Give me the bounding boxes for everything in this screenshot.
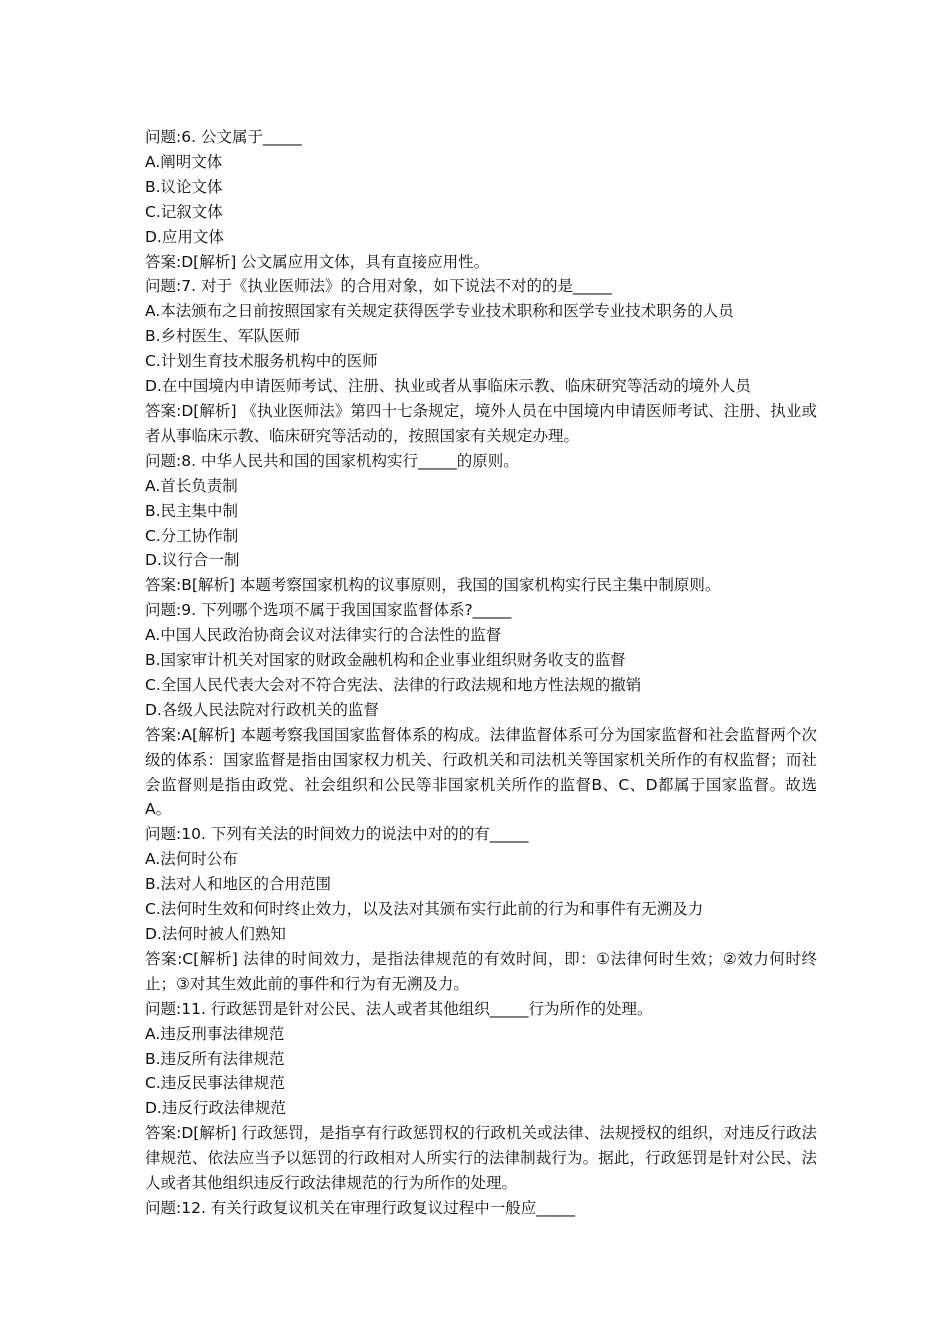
question-text: 问题:6. 公文属于_____ [145, 128, 302, 146]
question-block-8 [145, 449, 817, 598]
option-b: B.法对人和地区的合用范围 [145, 875, 332, 894]
question-text: 问题:7. 对于《执业医师法》的合用对象，如下说法不对的的是_____ [145, 277, 612, 296]
option-a: A.法何时公布 [145, 850, 238, 869]
option-d: D.应用文体 [145, 227, 224, 246]
answer-explanation: 答案:C[解析] 法律的时间效力，是指法律规范的有效时间，即：①法律何时生效；②效力何时终止；③对其生效此前的事件和行为有无溯及力。 [145, 949, 817, 993]
document-body [145, 125, 817, 1221]
option-d: D.在中国境内申请医师考试、注册、执业或者从事临床示教、临床研究等活动的境外人员 [145, 377, 751, 396]
question-text: 问题:10. 下列有关法的时间效力的说法中对的的有_____ [145, 825, 529, 844]
option-c: C.计划生育技术服务机构中的医师 [145, 352, 378, 371]
question-block-11 [145, 997, 817, 1196]
option-a: A.中国人民政治协商会议对法律实行的合法性的监督 [145, 626, 502, 645]
option-d: D.各级人民法院对行政机关的监督 [145, 700, 379, 719]
answer-explanation: 答案:B[解析] 本题考察国家机构的议事原则，我国的国家机构实行民主集中制原则。 [145, 576, 721, 595]
question-text: 问题:11. 行政惩罚是针对公民、法人或者其他组织_____行为所作的处理。 [145, 999, 653, 1018]
answer-explanation: 答案:A[解析] 本题考察我国国家监督体系的构成。法律监督体系可分为国家监督和社会监督两个次级的体系：国家监督是指由国家权力机关、行政机关和司法机关等国家机关所作的有权监督；而社会监督则是指由政党、社会组织和公民等非国家机关所作的监督B、C、D都属于国家监督。故选A。 [145, 725, 817, 819]
answer-explanation: 答案:D[解析] 《执业医师法》第四十七条规定，境外人员在中国境内申请医师考试、注册、执业或者从事临床示教、临床研究等活动的，按照国家有关规定办理。 [145, 401, 817, 445]
option-d: D.议行合一制 [145, 551, 240, 570]
option-a: A.违反刑事法律规范 [145, 1024, 285, 1043]
question-text: 问题:12. 有关行政复议机关在审理行政复议过程中一般应_____ [145, 1198, 576, 1217]
question-block-6 [145, 125, 817, 274]
option-a: A.阐明文体 [145, 152, 223, 171]
question-text: 问题:9. 下列哪个选项不属于我国国家监督体系?_____ [145, 601, 512, 620]
option-a: A.本法颁布之日前按照国家有关规定获得医学专业技术职称和医学专业技术职务的人员 [145, 302, 734, 321]
answer-explanation: 答案:D[解析] 行政惩罚，是指享有行政惩罚权的行政机关或法律、法规授权的组织，对违反行政法律规范、依法应当予以惩罚的行政相对人所实行的法律制裁行为。据此，行政惩罚是针对公民、法人或者其他组织违反行政法律规范的行为所作的处理。 [145, 1124, 817, 1193]
option-c: C.分工协作制 [145, 526, 239, 545]
option-c: C.全国人民代表大会对不符合宪法、法律的行政法规和地方性法规的撤销 [145, 675, 642, 694]
question-block-7 [145, 274, 817, 448]
option-c: C.法何时生效和何时终止效力，以及法对其颁布实行此前的行为和事件有无溯及力 [145, 900, 704, 919]
question-block-12 [145, 1196, 817, 1221]
option-b: B.议论文体 [145, 177, 223, 196]
option-a: A.首长负责制 [145, 476, 238, 495]
option-c: C.违反民事法律规范 [145, 1074, 285, 1093]
option-b: B.乡村医生、军队医师 [145, 327, 301, 346]
option-b: B.民主集中制 [145, 501, 239, 520]
question-block-10 [145, 822, 817, 996]
option-b: B.国家审计机关对国家的财政金融机构和企业事业组织财务收支的监督 [145, 651, 626, 670]
option-c: C.记叙文体 [145, 202, 223, 221]
question-block-9 [145, 598, 817, 822]
question-text: 问题:8. 中华人民共和国的国家机构实行_____的原则。 [145, 451, 519, 470]
answer-explanation: 答案:D[解析] 公文属应用文体，具有直接应用性。 [145, 252, 490, 271]
option-b: B.违反所有法律规范 [145, 1049, 285, 1068]
option-d: D.法何时被人们熟知 [145, 925, 286, 943]
option-d: D.违反行政法律规范 [145, 1099, 286, 1118]
